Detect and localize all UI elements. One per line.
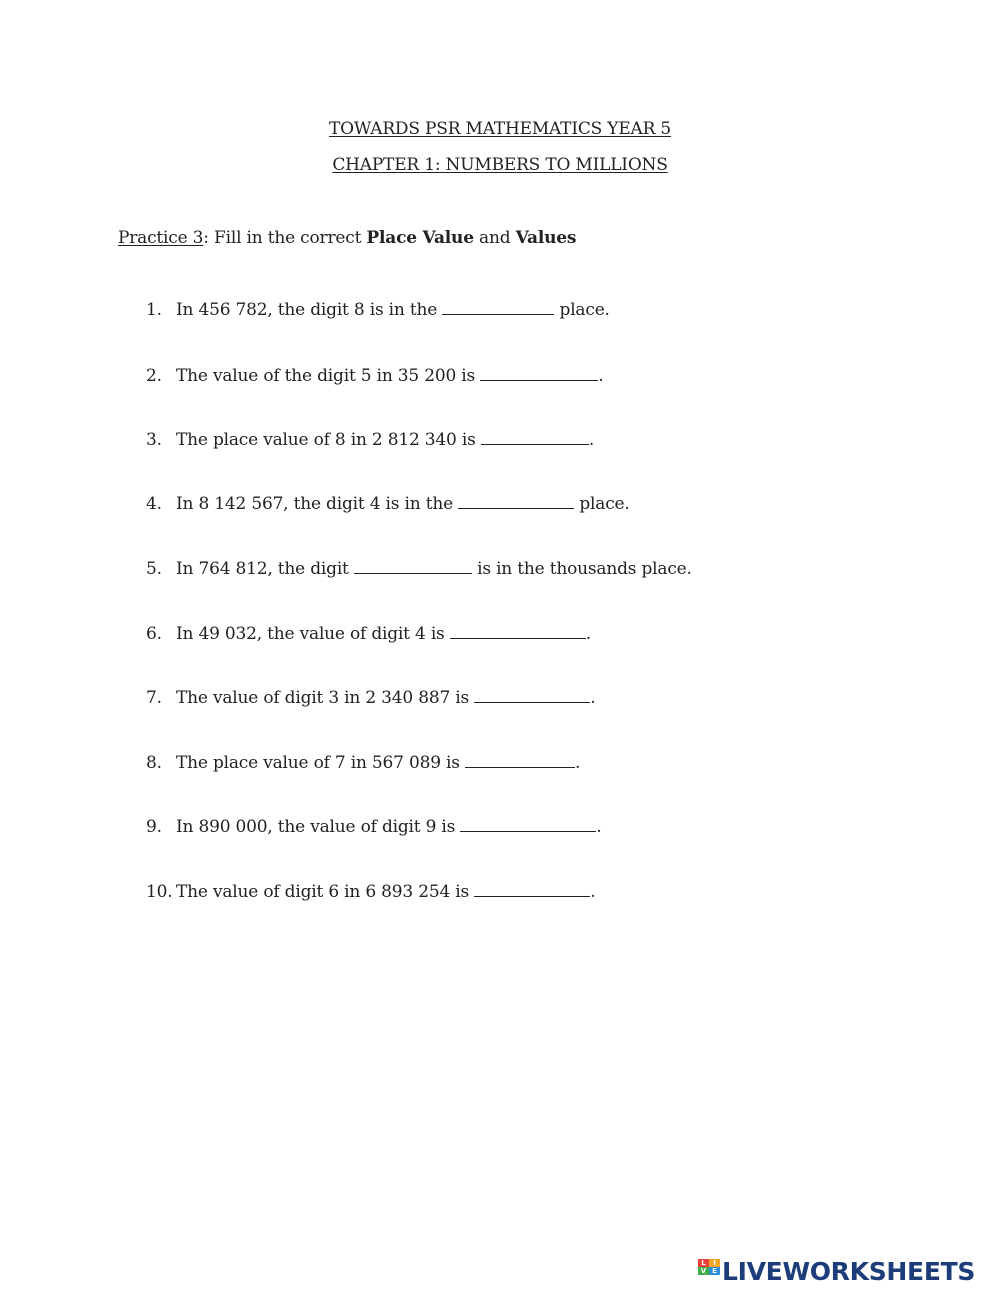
question-number: 7.: [146, 688, 162, 708]
question-text-before: In 49 032, the value of digit 4 is: [176, 624, 450, 644]
logo-mark-cell: E: [709, 1267, 720, 1275]
logo-mark-cell: V: [698, 1267, 709, 1275]
logo-mark-cell: I: [709, 1259, 720, 1267]
question-text-before: In 764 812, the digit: [176, 559, 354, 579]
question-text-before: The value of digit 6 in 6 893 254 is: [176, 882, 475, 902]
question-7: [146, 688, 595, 708]
question-text-after: .: [598, 366, 604, 386]
question-text-before: In 456 782, the digit 8 is in the: [176, 300, 443, 320]
answer-blank[interactable]: [481, 430, 589, 445]
question-text-after: .: [590, 882, 596, 902]
answer-blank[interactable]: [474, 688, 590, 703]
worksheet-title: TOWARDS PSR MATHEMATICS YEAR 5: [328, 119, 672, 139]
question-number: 3.: [146, 430, 162, 450]
question-4: [146, 494, 630, 514]
question-text-before: In 8 142 567, the digit 4 is in the: [176, 494, 459, 514]
question-text-after: .: [588, 430, 595, 450]
question-text-after: .: [596, 817, 602, 837]
question-number: 8.: [146, 753, 162, 773]
question-text-before: The place value of 8 in 2 812 340 is: [176, 430, 481, 450]
question-text-after: .: [590, 688, 596, 708]
instruction-and: and: [473, 228, 516, 248]
question-6: [146, 624, 591, 644]
question-text-after: place.: [574, 494, 630, 514]
answer-blank[interactable]: [458, 494, 574, 509]
question-text-before: The value of digit 3 in 2 340 887 is: [176, 688, 475, 708]
question-text-after: is in the thousands place.: [471, 559, 692, 579]
question-number: 4.: [146, 494, 162, 514]
question-text-after: .: [585, 624, 592, 644]
question-2: [146, 366, 603, 386]
question-text-before: The place value of 7 in 567 089 is: [176, 753, 465, 773]
instruction: [118, 228, 576, 248]
question-text-after: place.: [554, 300, 610, 320]
answer-blank[interactable]: [474, 882, 590, 897]
question-number: 1.: [146, 300, 162, 320]
logo-text: LIVEWORKSHEETS: [722, 1256, 976, 1286]
question-5: [146, 559, 692, 579]
question-text-before: The value of the digit 5 in 35 200 is: [176, 366, 481, 386]
question-number: 10.: [146, 882, 173, 902]
question-9: [146, 817, 602, 837]
answer-blank[interactable]: [465, 753, 575, 768]
instruction-bold-place-value: Place Value: [366, 228, 474, 248]
question-text-before: In 890 000, the value of digit 9 is: [176, 817, 461, 837]
question-3: [146, 430, 594, 450]
answer-blank[interactable]: [354, 559, 472, 574]
instruction-text: : Fill in the correct: [203, 228, 367, 248]
answer-blank[interactable]: [450, 624, 586, 639]
question-text-after: .: [575, 753, 581, 773]
logo-mark-icon: [698, 1259, 720, 1283]
chapter-title: [0, 155, 1000, 175]
answer-blank[interactable]: [480, 366, 598, 381]
question-number: 6.: [146, 624, 162, 644]
logo-mark-cell: L: [698, 1259, 709, 1267]
practice-label: Practice 3: [118, 228, 204, 248]
question-number: 9.: [146, 817, 162, 837]
question-number: 5.: [146, 559, 162, 579]
answer-blank[interactable]: [442, 300, 554, 315]
question-8: [146, 753, 580, 773]
liveworksheets-logo: [698, 1257, 975, 1285]
question-10: [146, 882, 595, 902]
question-number: 2.: [146, 366, 162, 386]
instruction-bold-values: Values: [515, 228, 577, 248]
chapter-title-text: CHAPTER 1: NUMBERS TO MILLIONS: [332, 155, 668, 175]
answer-blank[interactable]: [460, 817, 596, 832]
question-1: [146, 300, 610, 320]
